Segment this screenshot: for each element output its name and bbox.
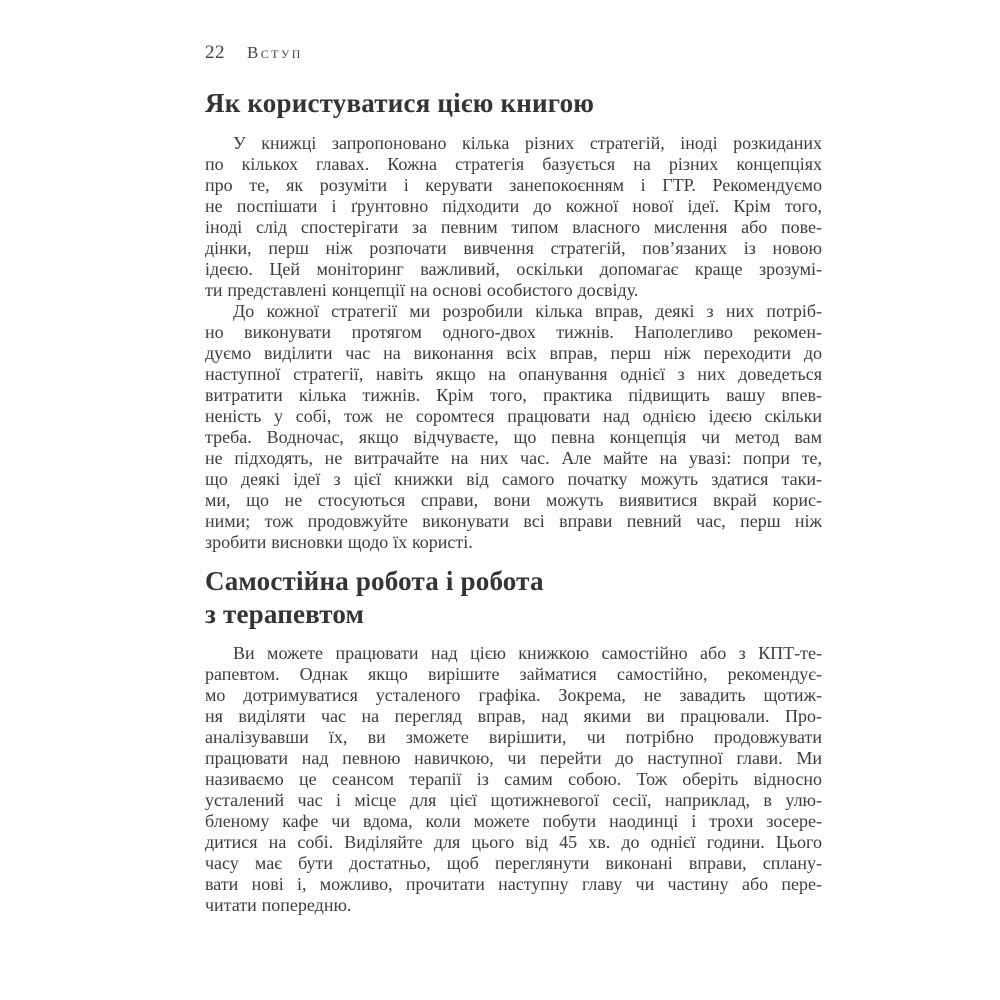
text-line: не підходять, не витрачайте на них час. Але майте на увазі: попри те, (205, 448, 822, 468)
heading-self-work (205, 565, 822, 631)
text-line: часу має бути достатньо, щоб переглянути виконані вправи, сплану- (205, 853, 822, 873)
text-line: дуємо виділити час на виконання всіх вправ, перш ніж переходити до (205, 343, 822, 363)
page-content (205, 87, 822, 916)
text-line: зробити висновки щодо їх користі. (205, 532, 473, 552)
text-line: не поспішати і ґрунтовно підходити до кожної нової ідеї. Крім того, (205, 196, 822, 216)
text-line: по кількох главах. Кожна стратегія базується на різних концепціях (205, 154, 822, 174)
text-line: працювати над певною навичкою, чи перейти до наступної глави. Ми (205, 748, 822, 768)
paragraph-3 (205, 643, 822, 916)
text-line: бленому кафе чи вдома, коли можете побути наодинці і трохи зосере- (205, 811, 822, 831)
text-line: дінки, перш ніж розпочати вивчення стратегій, пов’язаних із новою (205, 238, 822, 258)
text-line: До кожної стратегії ми розробили кілька вправ, деякі з них потріб- (233, 301, 822, 321)
text-line: усталений час і місце для цієї щотижневогої сесії, наприклад, в улю- (205, 790, 822, 810)
text-line: про те, як розуміти і керувати занепокоєнням і ГТР. Рекомендуємо (205, 175, 822, 195)
text-line: аналізувавши їх, ви зможете вирішити, чи потрібно продовжувати (205, 727, 822, 747)
text-line: неність у собі, тож не соромтеся працювати над однією ідеєю скільки (205, 406, 822, 426)
text-line: ня виділяти час на перегляд вправ, над якими ви працювали. Про- (205, 706, 822, 726)
running-header (205, 42, 822, 64)
text-line: мо дотримуватися усталеного графіка. Зокрема, не завадить щотиж- (205, 685, 822, 705)
page-number: 22 (205, 42, 225, 63)
paragraph-2 (205, 301, 822, 553)
text-line: читати попередню. (205, 895, 352, 915)
text-line: витратити кілька тижнів. Крім того, практика підвищить вашу впев- (205, 385, 822, 405)
text-line: ними; тож продовжуйте виконувати всі вправи певний час, перш ніж (205, 511, 822, 531)
text-line: рапевтом. Однак якщо вирішите займатися самостійно, рекомендує- (205, 664, 822, 684)
text-line: наступної стратегії, навіть якщо на опанування однієї з них доведеться (205, 364, 822, 384)
text-line: ми, що не стосуються справи, вони можуть виявитися вкрай корис- (205, 490, 822, 510)
text-line: Ви можете працювати над цією книжкою самостійно або з КПТ-те- (233, 643, 822, 663)
text-line: вати нові і, можливо, прочитати наступну главу чи частину або пере- (205, 874, 822, 894)
text-line: іноді слід спостерігати за певним типом власного мислення або пове- (205, 217, 822, 237)
text-line: У книжці запропоновано кілька різних стратегій, іноді розкиданих (233, 133, 822, 153)
heading-how-to-use (205, 87, 822, 120)
heading-line: Самостійна робота і робота (205, 566, 544, 596)
running-title: Вступ (247, 43, 303, 62)
heading-line: з терапевтом (205, 599, 365, 629)
text-line: ідеєю. Цей моніторинг важливий, оскільки допомагає краще зрозумі- (205, 259, 822, 279)
paragraph-1 (205, 133, 822, 301)
text-line: но виконувати протягом одного-двох тижнів. Наполегливо рекомен- (205, 322, 822, 342)
text-line: дитися на собі. Виділяйте для цього від 45 хв. до однієї години. Цього (205, 832, 822, 852)
book-page (205, 42, 822, 916)
text-line: треба. Водночас, якщо відчуваєте, що певна концепція чи метод вам (205, 427, 822, 447)
text-line: ти представлені концепції на основі особистого досвіду. (205, 280, 639, 300)
text-line: що деякі ідеї з цієї книжки від самого початку можуть здатися таки- (205, 469, 822, 489)
heading-line: Як користуватися цією книгою (205, 88, 595, 118)
text-line: називаємо це сеансом терапії із самим собою. Тож оберіть відносно (205, 769, 822, 789)
